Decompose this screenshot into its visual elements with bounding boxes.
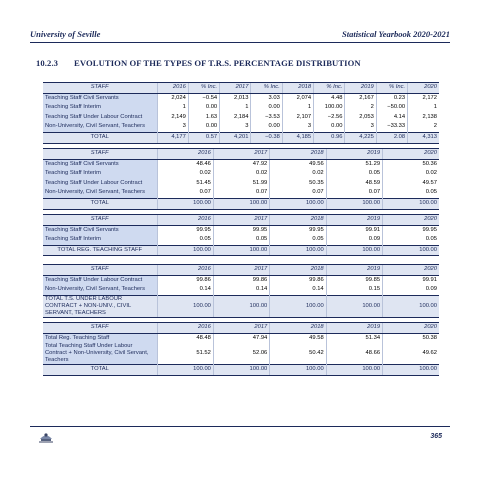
- table-cell: 0.14: [270, 285, 326, 295]
- table-row: [43, 275, 439, 285]
- total-row: [43, 198, 439, 209]
- table-cell: 2,107: [282, 113, 313, 123]
- total-cell: 100.00: [157, 245, 213, 256]
- table-cell: 50.42: [270, 343, 326, 365]
- row-label: Non-University, Civil Servant, Teachers: [43, 285, 157, 295]
- table-cell: 0.09: [326, 235, 382, 245]
- table-cell: 1: [157, 103, 188, 113]
- total-cell: 100.00: [213, 245, 269, 256]
- table-cell: 0.05: [270, 235, 326, 245]
- section-number: 10.2.3: [36, 58, 59, 68]
- total-label: TOTAL T.S. UNDER LABOUR CONTRACT + NON-UNIV., CIVIL SERVANT, TEACHERS: [43, 295, 157, 317]
- table-cell: 0.14: [213, 285, 269, 295]
- table-totals-comparison: [43, 322, 439, 376]
- column-header-staff: STAFF: [43, 215, 157, 226]
- table-cell: 0.14: [157, 285, 213, 295]
- column-header: % Inc.: [188, 83, 219, 94]
- table-cell: 52.06: [213, 343, 269, 365]
- total-cell: 100.00: [270, 245, 326, 256]
- table-cell: 4.14: [376, 113, 407, 123]
- total-cell: 100.00: [383, 365, 439, 376]
- table-cell: 51.52: [157, 343, 213, 365]
- table-row: [43, 169, 439, 179]
- table-cell: 2,184: [220, 113, 251, 123]
- total-cell: 100.00: [157, 198, 213, 209]
- total-cell: 0.57: [188, 132, 219, 143]
- column-header: 2019: [326, 265, 382, 276]
- table-cell: 0.07: [326, 188, 382, 198]
- table-row: [43, 235, 439, 245]
- table-cell: 2,053: [345, 113, 376, 123]
- column-header: 2019: [326, 215, 382, 226]
- table-header-row: [43, 149, 439, 160]
- table-cell: 0.05: [383, 235, 439, 245]
- table-cell: 99.86: [213, 275, 269, 285]
- column-header: 2017: [220, 83, 251, 94]
- column-header: 2017: [213, 323, 269, 334]
- table-cell: 48.46: [157, 159, 213, 169]
- total-row: [43, 132, 439, 143]
- row-label: Teaching Staff Under Labour Contract: [43, 113, 157, 123]
- table-cell: 47.92: [213, 159, 269, 169]
- row-label: Teaching Staff Interim: [43, 103, 157, 113]
- total-cell: 100.00: [270, 295, 326, 317]
- table-cell: 0.02: [270, 169, 326, 179]
- column-header: 2019: [345, 83, 376, 94]
- table-cell: 0.05: [383, 188, 439, 198]
- total-cell: 4,313: [408, 132, 439, 143]
- table-row: [43, 159, 439, 169]
- column-header: 2016: [157, 265, 213, 276]
- total-label: TOTAL REG. TEACHING STAFF: [43, 245, 157, 256]
- total-cell: 100.00: [157, 295, 213, 317]
- total-cell: 4,201: [220, 132, 251, 143]
- column-header: 2016: [157, 149, 213, 160]
- table-row: [43, 188, 439, 198]
- table-cell: 2,167: [345, 93, 376, 103]
- footer-rule: [30, 426, 450, 427]
- table-cell: 2: [408, 122, 439, 132]
- total-cell: 4,225: [345, 132, 376, 143]
- table-header-row: [43, 83, 439, 94]
- table-cell: 0.05: [157, 235, 213, 245]
- table-cell: 2,149: [157, 113, 188, 123]
- column-header-staff: STAFF: [43, 323, 157, 334]
- table-cell: 3: [220, 122, 251, 132]
- column-header: % Inc.: [314, 83, 345, 94]
- table-row: [43, 333, 439, 343]
- column-header: 2017: [213, 149, 269, 160]
- table-cell: 2: [345, 103, 376, 113]
- column-header: 2020: [383, 215, 439, 226]
- table-cell: 0.07: [157, 188, 213, 198]
- total-cell: 2.08: [376, 132, 407, 143]
- row-label: Teaching Staff Interim: [43, 169, 157, 179]
- table-row: [43, 113, 439, 123]
- table-percentage-distribution: [43, 148, 439, 210]
- total-cell: 100.00: [270, 365, 326, 376]
- total-row: [43, 365, 439, 376]
- row-label: Non-University, Civil Servant, Teachers: [43, 188, 157, 198]
- table-cell: 2,013: [220, 93, 251, 103]
- row-label: Non-University, Civil Servant, Teachers: [43, 122, 157, 132]
- table-cell: 99.95: [383, 225, 439, 235]
- table-labour-contract-staff: [43, 264, 439, 318]
- row-label: Teaching Staff Interim: [43, 235, 157, 245]
- table-cell: 0.00: [314, 122, 345, 132]
- table-header-row: [43, 265, 439, 276]
- table-cell: 99.85: [326, 275, 382, 285]
- table-cell: 1: [282, 103, 313, 113]
- table-row: [43, 343, 439, 365]
- total-cell: 4,185: [282, 132, 313, 143]
- row-label: Teaching Staff Civil Servants: [43, 225, 157, 235]
- total-row: [43, 245, 439, 256]
- table-cell: 0.00: [188, 103, 219, 113]
- table-cell: 50.35: [270, 179, 326, 189]
- table-cell: −0.54: [188, 93, 219, 103]
- row-label: Teaching Staff Civil Servants: [43, 93, 157, 103]
- total-cell: 100.00: [326, 198, 382, 209]
- total-cell: −0.38: [251, 132, 282, 143]
- column-header: 2018: [282, 83, 313, 94]
- table-cell: 2,172: [408, 93, 439, 103]
- table-cell: 3: [282, 122, 313, 132]
- header-university: University of Seville: [30, 29, 101, 39]
- column-header: 2020: [383, 149, 439, 160]
- total-label: TOTAL: [43, 132, 157, 143]
- column-header: 2018: [270, 149, 326, 160]
- table-cell: 48.59: [326, 179, 382, 189]
- table-row: [43, 285, 439, 295]
- total-cell: 100.00: [326, 295, 382, 317]
- table-cell: 49.56: [270, 159, 326, 169]
- total-row: [43, 295, 439, 317]
- total-cell: 100.00: [383, 245, 439, 256]
- column-header: % Inc.: [376, 83, 407, 94]
- table-cell: 1.63: [188, 113, 219, 123]
- column-header: 2016: [157, 215, 213, 226]
- total-cell: 100.00: [383, 295, 439, 317]
- table-row: [43, 225, 439, 235]
- table-header-row: [43, 323, 439, 334]
- table-cell: 2,024: [157, 93, 188, 103]
- table-cell: 99.86: [270, 275, 326, 285]
- table-cell: 99.95: [213, 225, 269, 235]
- table-cell: 51.34: [326, 333, 382, 343]
- university-seal-icon: [38, 430, 54, 444]
- table-cell: 99.91: [383, 275, 439, 285]
- page-number: 365: [430, 433, 442, 440]
- table-cell: 0.02: [213, 169, 269, 179]
- table-cell: 0.05: [213, 235, 269, 245]
- table-cell: 0.02: [157, 169, 213, 179]
- total-cell: 100.00: [213, 295, 269, 317]
- table-cell: 2,138: [408, 113, 439, 123]
- section-title: [36, 58, 361, 68]
- table-cell: 0.02: [383, 169, 439, 179]
- table-cell: 3: [345, 122, 376, 132]
- table-cell: −3.53: [251, 113, 282, 123]
- row-label: Total Reg. Teaching Staff: [43, 333, 157, 343]
- table-cell: 1: [408, 103, 439, 113]
- total-cell: 100.00: [213, 365, 269, 376]
- table-cell: 49.62: [383, 343, 439, 365]
- table-cell: 51.29: [326, 159, 382, 169]
- table-cell: 0.23: [376, 93, 407, 103]
- column-header: 2016: [157, 323, 213, 334]
- column-header: 2020: [383, 265, 439, 276]
- table-cell: −2.56: [314, 113, 345, 123]
- table-cell: 47.94: [213, 333, 269, 343]
- table-cell: −33.33: [376, 122, 407, 132]
- column-header: 2018: [270, 265, 326, 276]
- section-title-text: EVOLUTION OF THE TYPES OF T.R.S. PERCENTAGE DISTRIBUTION: [74, 58, 361, 68]
- table-cell: 48.66: [326, 343, 382, 365]
- table-cell: 51.45: [157, 179, 213, 189]
- table-cell: 0.07: [270, 188, 326, 198]
- table-cell: 49.57: [383, 179, 439, 189]
- table-cell: 3: [157, 122, 188, 132]
- column-header-staff: STAFF: [43, 265, 157, 276]
- column-header-staff: STAFF: [43, 83, 157, 94]
- table-cell: 99.86: [157, 275, 213, 285]
- total-cell: 100.00: [270, 198, 326, 209]
- table-cell: 1: [220, 103, 251, 113]
- row-label: Teaching Staff Under Labour Contract: [43, 179, 157, 189]
- total-cell: 100.00: [383, 198, 439, 209]
- total-cell: 0.96: [314, 132, 345, 143]
- table-cell: 0.00: [251, 122, 282, 132]
- table-cell: 2,074: [282, 93, 313, 103]
- table-regular-teaching-staff: [43, 214, 439, 256]
- total-cell: 100.00: [213, 198, 269, 209]
- row-label: Teaching Staff Under Labour Contract: [43, 275, 157, 285]
- row-label: Total Teaching Staff Under Labour Contract + Non-University, Civil Servant, Teachers: [43, 343, 157, 365]
- table-evolution-counts: [43, 82, 439, 144]
- table-cell: 0.05: [326, 169, 382, 179]
- column-header: 2018: [270, 215, 326, 226]
- table-cell: 99.91: [326, 225, 382, 235]
- table-cell: 0.09: [383, 285, 439, 295]
- table-row: [43, 93, 439, 103]
- running-header: [30, 27, 450, 41]
- table-cell: 99.95: [157, 225, 213, 235]
- total-cell: 100.00: [326, 245, 382, 256]
- table-cell: 51.99: [213, 179, 269, 189]
- table-row: [43, 103, 439, 113]
- table-cell: 49.58: [270, 333, 326, 343]
- table-cell: −50.00: [376, 103, 407, 113]
- column-header: 2017: [213, 265, 269, 276]
- table-cell: 48.48: [157, 333, 213, 343]
- table-cell: 0.00: [188, 122, 219, 132]
- table-cell: 50.36: [383, 159, 439, 169]
- table-cell: 0.15: [326, 285, 382, 295]
- column-header: 2020: [383, 323, 439, 334]
- table-cell: 99.95: [270, 225, 326, 235]
- column-header: 2019: [326, 149, 382, 160]
- column-header: 2016: [157, 83, 188, 94]
- table-cell: 3.03: [251, 93, 282, 103]
- column-header: 2020: [408, 83, 439, 94]
- header-rule: [30, 42, 450, 43]
- column-header: 2017: [213, 215, 269, 226]
- total-cell: 100.00: [326, 365, 382, 376]
- total-label: TOTAL: [43, 198, 157, 209]
- table-cell: 4.48: [314, 93, 345, 103]
- column-header-staff: STAFF: [43, 149, 157, 160]
- table-cell: 50.38: [383, 333, 439, 343]
- table-header-row: [43, 215, 439, 226]
- total-label: TOTAL: [43, 365, 157, 376]
- table-cell: 0.07: [213, 188, 269, 198]
- column-header: 2019: [326, 323, 382, 334]
- header-yearbook: Statistical Yearbook 2020-2021: [342, 29, 450, 39]
- total-cell: 4,177: [157, 132, 188, 143]
- column-header: % Inc.: [251, 83, 282, 94]
- table-cell: 100.00: [314, 103, 345, 113]
- table-cell: 0.00: [251, 103, 282, 113]
- table-row: [43, 122, 439, 132]
- column-header: 2018: [270, 323, 326, 334]
- row-label: Teaching Staff Civil Servants: [43, 159, 157, 169]
- total-cell: 100.00: [157, 365, 213, 376]
- table-row: [43, 179, 439, 189]
